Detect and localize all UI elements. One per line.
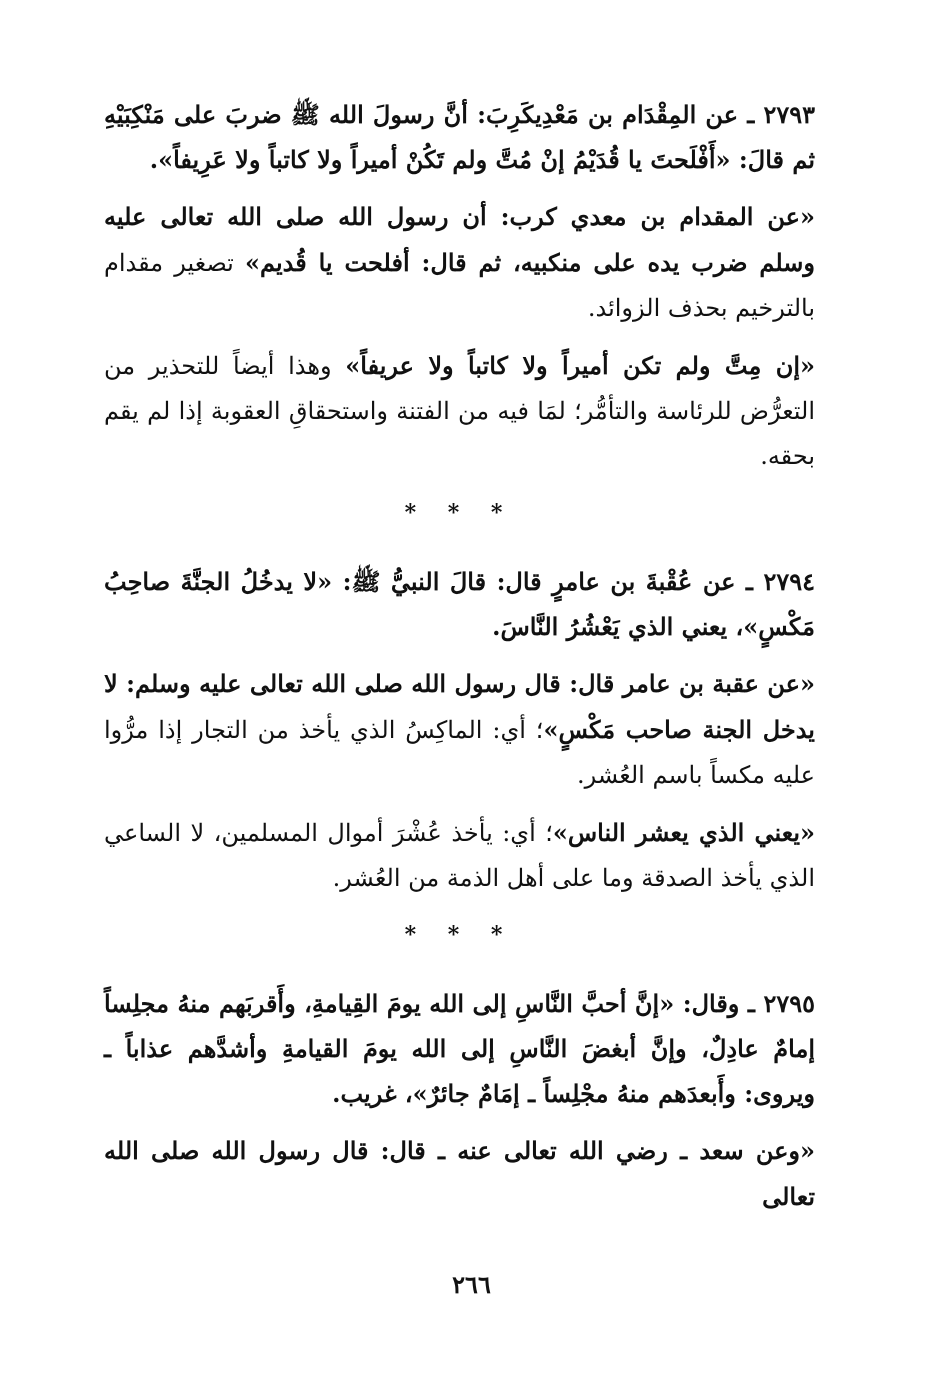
quoted-text: «يعني الذي يعشر الناس» (552, 818, 815, 847)
quoted-text: «إن مِتَّ ولم تكن أميراً ولا كاتباً ولا عريفاً» (345, 351, 815, 380)
commentary-2793-paragraph-2 (104, 343, 815, 479)
commentary-2795-paragraph-1 (104, 1128, 815, 1220)
section-separator: * * * (404, 500, 515, 526)
quoted-text: «عن عقبة بن عامر قال: قال رسول الله صلى الله تعالى عليه وسلم: لا يدخل الجنة صاحب مَكْسٍ» (104, 669, 815, 744)
quoted-text: «وعن سعد ـ رضي الله تعالى عنه ـ قال: قال رسول الله صلى الله تعالى (104, 1136, 815, 1211)
explanation-text: ؛ أي: الماكِسُ الذي يأخذ من التجار إذا مرُّوا عليه مكساً باسم العُشر. (104, 716, 815, 789)
commentary-2794-paragraph-1 (104, 661, 815, 798)
explanation-text: وهذا أيضاً للتحذير من التعرُّض للرئاسة والتأمُّر؛ لمَا فيه من الفتنة واستحقاقِ العقوبة إذا لم يقم بحقه. (104, 352, 815, 470)
hadith-2794: ٢٧٩٤ ـ عن عُقْبةَ بن عامرٍ قال: قالَ النبيُّ ﷺ: «لا يدخُلُ الجنَّةَ صاحِبُ مَكْسٍ»، يعني الذي يَعْشُرُ النَّاسَ. (104, 567, 815, 641)
explanation-text: ؛ أي: يأخذ عُشْرَ أموال المسلمين، لا الساعي الذي يأخذ الصدقة وما على أهل الذمة من العُشر. (104, 819, 815, 892)
commentary-2794-paragraph-2 (104, 810, 815, 901)
section-separator: * * * (404, 922, 515, 948)
hadith-2793: ٢٧٩٣ ـ عن المِقْدَام بن مَعْدِيكَرِبَ: أنَّ رسولَ الله ﷺ ضربَ على مَنْكِبَيْهِ ثم قالَ: «أَفْلَحتَ يا قُدَيْمُ إنْ مُتَّ ولم تَكُنْ أميراً ولا كاتباً ولا عَرِيفاً». (104, 100, 815, 174)
explanation-text: تصغير مقدام بالترخيم بحذف الزوائد. (104, 249, 815, 322)
quoted-text: «عن المقدام بن معدي كرب: أن رسول الله صلى الله تعالى عليه وسلم ضرب يده على منكبيه، ثم قال: أفلحت يا قُديم» (104, 202, 815, 277)
commentary-2793-paragraph-1 (104, 194, 815, 331)
page-number: ٢٦٦ (452, 1270, 491, 1299)
hadith-2795: ٢٧٩٥ ـ وقال: «إنَّ أحبَّ النَّاسِ إلى الله يومَ القِيامةِ، وأَقربَهم منهُ مجلِساً إمامٌ عادِلٌ، وإنَّ أبغضَ النَّاسِ إلى الله يومَ القيامةِ وأشدَّهم عذاباً ـ ويروى: وأَبعدَهم منهُ مجْلِساً ـ إمَامٌ جائرٌ»، غريب. (104, 989, 815, 1108)
